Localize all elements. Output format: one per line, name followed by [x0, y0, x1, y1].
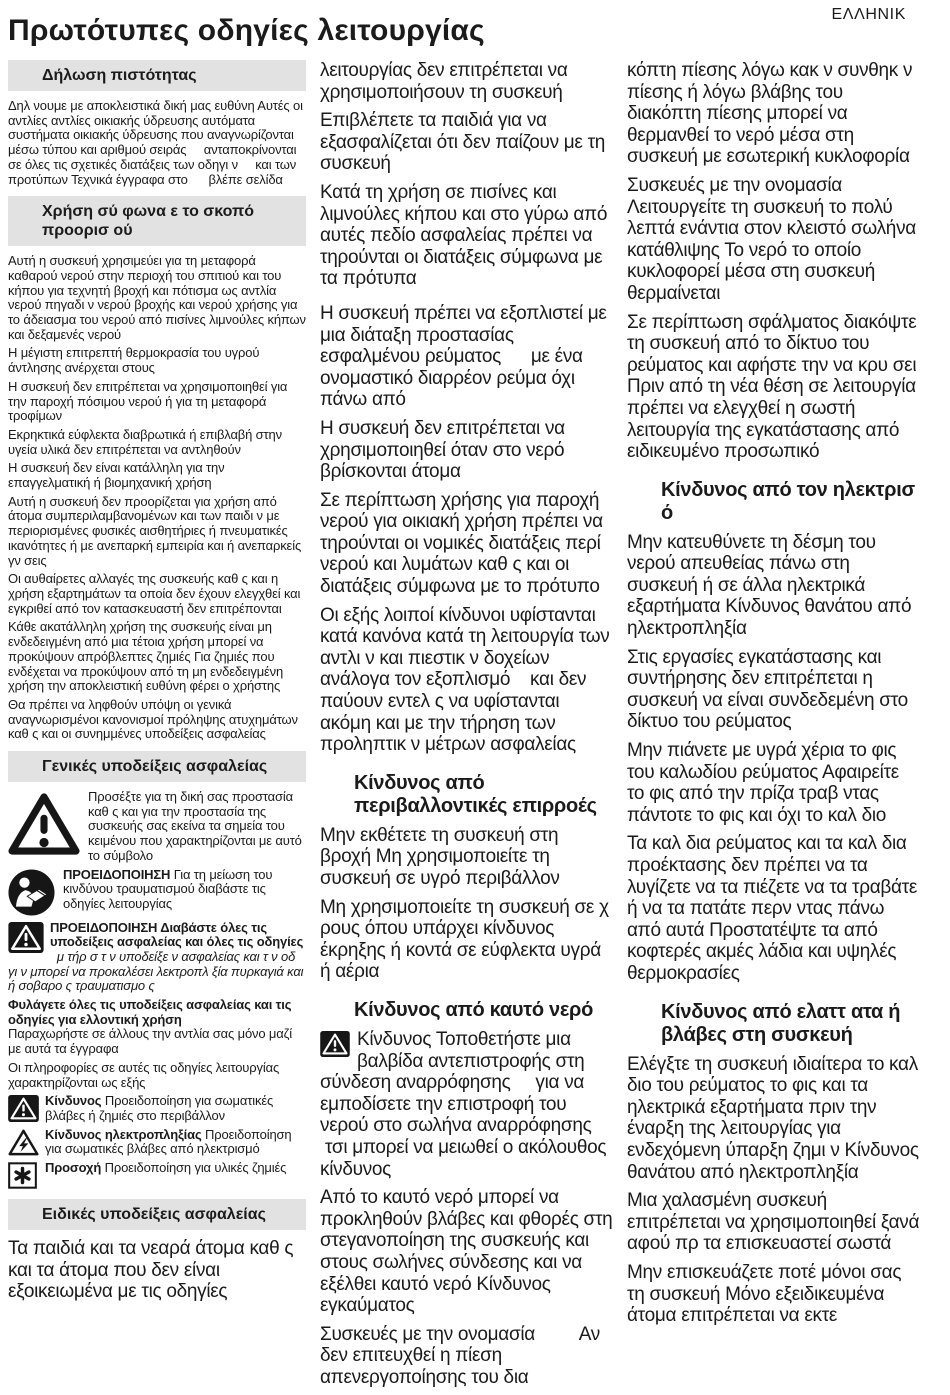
body-paragraph: κόπτη πίεσης λόγω κακ ν συνθηκ ν πίεσης ή λόγω βλάβης του διακόπτη πίεσης μπορεί να θερμανθεί το νερό μέσα στη συσκευή με εσωτερική κυκλοφορία: [627, 60, 913, 168]
warning-all-note: [8, 921, 306, 995]
column-left: [8, 60, 306, 1310]
intended-use-paragraph: Οι αυθαίρετες αλλαγές της συσκευής καθ ς και η χρήση εξαρτημάτων τα οποία δεν έχουν ελεγχθεί και εγκριθεί από τον κατασκευαστή δεν επιτρέπονται: [8, 571, 301, 616]
section-header-declaration: Δήλωση πιστότητας: [8, 60, 306, 91]
keep-instructions-text: Παραχωρήστε σε άλλους την αντλία σας μόνο μαζί με αυτά τα έγγραφα: [8, 1026, 292, 1057]
danger-note: [8, 1094, 306, 1123]
danger-triangle-icon: [8, 1095, 39, 1122]
column-middle: [320, 60, 613, 1395]
column-right: [627, 60, 920, 1334]
subsection-header-defects: Κίνδυνος από ελαττ ατα ή βλάβες στη συσκευή: [661, 1000, 901, 1046]
section-header-special-safety: Ειδικές υποδείξεις ασφαλείας: [8, 1199, 306, 1230]
body-paragraph: Ελέγξτε τη συσκευή ιδιαίτερα το καλ διο του ρεύματος το φις και τα ηλεκτρικά εξαρτήματα πριν την έναρξη της λειτουργίας για ενδεχόμενη ύπαρξη ζημι ν Κίνδυνος θανάτου από ηλεκτροπληξία: [627, 1053, 919, 1183]
electric-danger-icon: [8, 1129, 39, 1156]
danger-text: Κίνδυνος Τοποθετήστε μια βαλβίδα αντεπιστροφής στη σύνδεση αναρρόφησης για να εμποδίσετε την επιστροφή του νερού στο σωλήνα αναρρόφησης τσι μπορεί να μειωθεί ο ακόλουθος κίνδυνος: [320, 1028, 607, 1180]
danger-text: Προειδοποίηση για σωματικές βλάβες από ηλεκτρισμό: [45, 1126, 292, 1157]
caution-label: Προσοχή: [45, 1160, 102, 1176]
read-manual-note: [8, 868, 306, 917]
body-paragraph: Μη χρησιμοποιείτε τη συσκευή σε χ ρους όπου υπάρχει κίνδυνος έκρηξης ή κοντά σε εύφλεκτα υγρά ή αέρια: [320, 896, 609, 983]
intended-use-paragraph: Αυτή η συσκευή χρησιμεύει για τη μεταφορά καθαρού νερού στην περιοχή του σπιτιού και του κήπου για τεχνητή βροχή και πότισμα ως αντλία νερού πηγαδι ν νερού βροχής και νερού χρήσης για το άδειασμα του νερού από πισίνες λιμνούλες κήπων και δεξαμενές νερού: [8, 253, 306, 342]
subsection-header-environment: Κίνδυνος από περιβαλλοντικές επιρροές: [354, 771, 597, 817]
caution-note: [8, 1161, 306, 1190]
warning-label: ΠΡΟΕΙΔΟΠΟΙΗΣΗ Διαβάστε όλες τις υποδείξεις ασφαλείας και όλες τις οδηγίες: [50, 919, 304, 950]
language-tag: ΕΛΛΗΝΙΚ: [831, 6, 906, 23]
warning-consequence-text: μ τήρ σ τ ν υποδείξε ν ασφαλείας και τ ν οδ γι ν μπορεί να προκαλέσει λεκτροπλ ξία πυρκαγιά και ή σοβαρο ς τραυματισμο ς: [8, 948, 304, 994]
subsection-header-hot-water: Κίνδυνος από καυτό νερό: [354, 998, 593, 1021]
intended-use-paragraph: Η συσκευή δεν επιτρέπεται να χρησιμοποιηθεί για την παροχή πόσιμου νερού ή για τη μεταφορά τροφίμων: [8, 378, 288, 424]
body-paragraph: Μην επισκευάζετε ποτέ μόνοι σας τη συσκευή Μόνο εξειδικευμένα άτομα επιτρέπεται να εκτε: [627, 1261, 902, 1327]
content-columns: [8, 60, 922, 1395]
body-paragraph: Η συσκευή πρέπει να εξοπλιστεί με μια διάταξη προστασίας εσφαλμένου ρεύματος με ένα ονομαστικό διαρρέον ρεύμα όχι πάνω από: [320, 302, 607, 411]
page-header: [8, 4, 922, 60]
body-paragraph: Τα καλ δια ρεύματος και τα καλ δια προέκτασης δεν πρέπει να τα λυγίζετε να τα πιέζετε να τα τραβάτε ή να τα πατάτε περν ντας πάνω από αυτά Προστατέψτε τα από κοφτερές ακμές λάδια και υψηλές θερμοκρασίες: [627, 833, 918, 984]
attention-text: Προσέξτε για τη δική σας προστασία καθ ς και για την προστασία της συσκευής σας εκείνα τα σημεία του κειμένου που χαρακτηρίζονται με αυτό το σύμβολο: [88, 789, 302, 863]
section-header-intended-use: Χρήση σύ φωνα ε το σκοπό προορισ ού: [8, 196, 306, 246]
danger-label: Κίνδυνος ηλεκτροπληξίας: [45, 1126, 202, 1142]
keep-instructions-bold: Φυλάγετε όλες τις υποδείξεις ασφαλείας και τις οδηγίες για ελλοντική χρήση: [8, 997, 292, 1027]
caution-text: Προειδοποίηση για υλικές ζημιές: [101, 1160, 287, 1176]
caution-icon: [8, 1162, 37, 1189]
intended-use-paragraph: Θα πρέπει να ληφθούν υπόψη οι γενικά αναγνωρισμένοι κανονισμοί πρόληψης ατυχημάτων καθ ς και οι συνημμένες υποδείξεις ασφαλείας: [8, 696, 298, 742]
body-paragraph: Από το καυτό νερό μπορεί να προκληθούν βλάβες και φθορές στη στεγανοποίηση της συσκευής και στους σωλήνες σύνδεσης και να εξέλθει καυτό νερό Κίνδυνος εγκαύματος: [320, 1187, 613, 1317]
body-paragraph: Επιβλέπετε τα παιδιά για να εξασφαλίζεται ότι δεν παίζουν με τη συσκευή: [320, 110, 606, 175]
hot-water-danger-note: [320, 1029, 613, 1180]
intended-use-paragraph: Εκρηκτικά εύφλεκτα διαβρωτικά ή επιβλαβή στην υγεία υλικά δεν επιτρέπεται να αντληθούν: [8, 426, 282, 457]
body-paragraph: Οι εξής λοιποί κίνδυνοι υφίστανται κατά κανόνα κατά τη λειτουργία των αντλι ν και πιεστικ ν δοχείων ανάλογα τον εξοπλισμό και δεν παύουν εντελ ς να υφίστανται ακόμη και με την τήρηση των προληπτικ ν μέτρων ασφαλείας: [320, 604, 610, 756]
warning-label: ΠΡΟΕΙΔΟΠΟΙΗΣΗ: [63, 866, 171, 882]
body-paragraph: Συσκευές με την ονομασία Λειτουργείτε τη συσκευή το πολύ λεπτά ενάντια στον κλειστό σωλήνα κατάθλιψης Το νερό το οποίο κυκλοφορεί μέσα στη συσκευή θερμαίνεται: [627, 174, 916, 304]
body-paragraph: Μια χαλασμένη συσκευή επιτρέπεται να χρησιμοποιηθεί ξανά αφού πρ τα επισκευαστεί σωστά: [627, 1190, 920, 1255]
body-paragraph: Σε περίπτωση χρήσης για παροχή νερού για οικιακή χρήση πρέπει να τηρούνται οι νομικές διατάξεις περί νερού και λυμάτων καθ ς και οι διατάξεις σύμφωνα με το πρότυπο: [320, 489, 603, 598]
subsection-header-electricity: Κίνδυνος από τον ηλεκτρισ ό: [661, 478, 915, 524]
body-paragraph: Μην πιάνετε με υγρά χέρια το φις του καλωδίου ρεύματος Αφαιρείτε το φις από την πρίζα τραβ ντας πάντοτε το φις και όχι το καλ διο: [627, 740, 899, 826]
body-paragraph: Κατά τη χρήση σε πισίνες και λιμνούλες κήπου και στο γύρω από αυτές πεδίο ασφαλείας πρέπει να τηρούνται οι διατάξεις σύμφωνα με τα πρότυπα: [320, 181, 608, 290]
intended-use-paragraph: Κάθε ακατάλληλη χρήση της συσκευής είναι μη ενδεδειγμένη από μια τέτοια χρήση μπορεί να προκύψουν απρόβλεπτες ζημιές Για ζημιές που ενδέχεται να προκύψουν από τη μη ενδεδειγμένη χρήση την αποκλειστική ευθύνη φέρει ο χρήστης: [8, 619, 284, 694]
warning-filled-icon: [8, 922, 44, 953]
body-paragraph: Συσκευές με την ονομασία Αν δεν επιτευχθεί η πίεση απενεργοποίησης του δια: [320, 1323, 600, 1388]
body-paragraph: Η συσκευή δεν επιτρέπεται να χρησιμοποιηθεί όταν στο νερό βρίσκονται άτομα: [320, 417, 565, 483]
intended-use-paragraph: Η συσκευή δεν είναι κατάλληλη για την επαγγελματική ή βιομηχανική χρήση: [8, 460, 225, 491]
special-safety-text: Τα παιδιά και τα νεαρά άτομα καθ ς και τα άτομα που δεν είναι εξοικειωμένα με τις οδηγίες: [8, 1238, 294, 1303]
attention-note: [8, 790, 306, 864]
info-note: Οι πληροφορίες σε αυτές τις οδηγίες λειτουργίας χαρακτηρίζονται ως εξής: [8, 1059, 280, 1090]
read-manual-icon: [8, 869, 55, 916]
intended-use-paragraph: Η μέγιστη επιτρεπτή θερμοκρασία του υγρού άντλησης ανέρχεται στους: [8, 345, 260, 376]
section-header-general-safety: Γενικές υποδείξεις ασφαλείας: [8, 751, 306, 782]
danger-triangle-icon: [320, 1031, 350, 1057]
danger-text: Προειδοποίηση για σωματικές βλάβες ή ζημιές στο περιβάλλον: [45, 1093, 274, 1123]
warning-text: Για τη μείωση του κινδύνου τραυματισμού διαβάστε τις οδηγίες λειτουργίας: [63, 866, 273, 911]
body-paragraph: Μην κατευθύνετε τη δέσμη του νερού απευθείας πάνω στη συσκευή ή σε άλλα ηλεκτρικά εξαρτήματα Κίνδυνος θανάτου από ηλεκτροπληξία: [627, 531, 912, 640]
danger-label: Κίνδυνος: [45, 1093, 102, 1109]
warning-triangle-icon: [8, 792, 80, 856]
body-paragraph: λειτουργίας δεν επιτρέπεται να χρησιμοποιήσουν τη συσκευή: [320, 60, 568, 103]
body-paragraph: Σε περίπτωση σφάλματος διακόψτε τη συσκευή από το δίκτυο του ρεύματος και αφήστε την να κρυ σει Πριν από τη νέα θέση σε λειτουργία πρέπει να ελεγχθεί η σωστή λειτουργία της εγκατάστασης από ειδικευμένο προσωπικό: [627, 311, 917, 463]
page-title: Πρωτότυπες οδηγίες λειτουργίας: [8, 14, 485, 47]
declaration-text: Δηλ νουμε με αποκλειστικά δική μας ευθύνη Αυτές οι αντλίες αντλίες οικιακής ύδρευσης αυτόματα συστήματα οικιακής ύδρευσης που αναγνωρίζονται μέσω τύπου και αριθμού σειράς ανταποκρίνονται σε όλες τις σχετικές διατάξεις των οδηγι ν και των προτύπων Τεχνικά έγγραφα στο βλέπε σελίδα: [8, 98, 303, 187]
intended-use-paragraph: Αυτή η συσκευή δεν προορίζεται για χρήση από άτομα συμπεριλαμβανομένων και των παιδι ν με περιορισμένες φυσικές αισθητήριες ή πνευματικές ικανότητες ή με ανεπαρκή εμπειρία και ή ανεπαρκείς γν σεις: [8, 493, 302, 568]
electric-danger-note: [8, 1128, 306, 1157]
body-paragraph: Στις εργασίες εγκατάστασης και συντήρησης δεν επιτρέπεται η συσκευή να είναι συνδεδεμένη στο δίκτυο του ρεύματος: [627, 646, 908, 733]
body-paragraph: Μην εκθέτετε τη συσκευή στη βροχή Μη χρησιμοποιείτε τη συσκευή σε υγρό περιβάλλον: [320, 824, 560, 889]
